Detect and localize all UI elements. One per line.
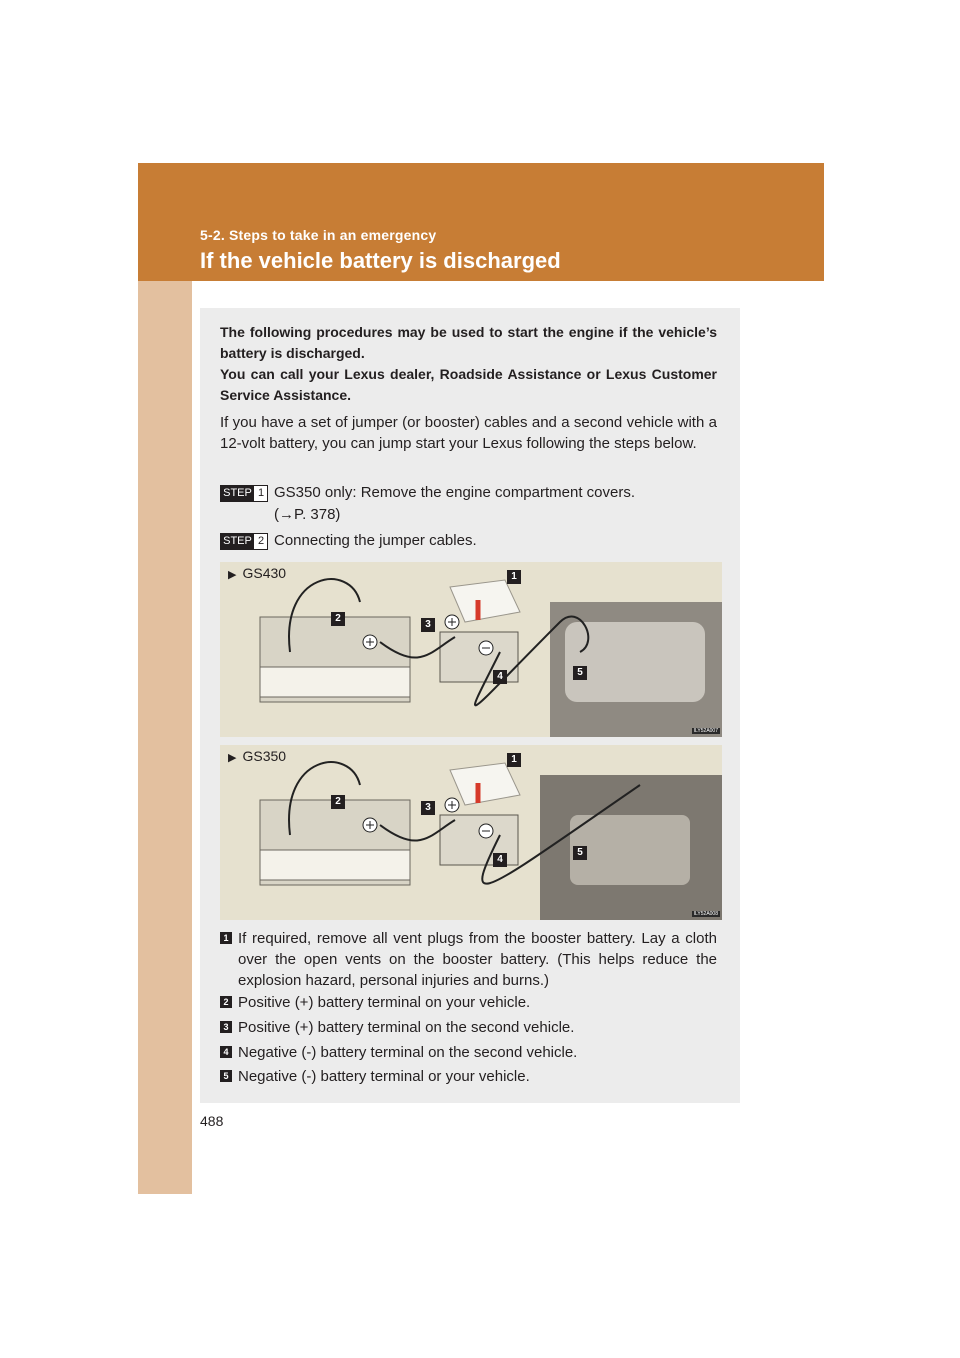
figure-gs350	[220, 745, 722, 920]
list-item: 4 Negative (-) battery terminal on the second vehicle.	[220, 1042, 717, 1063]
cloth	[450, 580, 520, 622]
jumper-cable-diagram-gs350	[220, 745, 722, 920]
figure-code: ILY52A008	[693, 911, 718, 917]
step-1-badge: STEP 1	[220, 485, 268, 502]
callout-2: 2	[331, 795, 345, 809]
list-item: 3 Positive (+) battery terminal on the second vehicle.	[220, 1017, 717, 1038]
callout-3: 3	[421, 801, 435, 815]
engine-component	[570, 815, 690, 885]
figure-label-gs430: ▶ GS430	[228, 565, 287, 581]
step-1-ref: (→P. 378)	[274, 506, 341, 523]
battery-label	[260, 850, 410, 880]
callout-3: 3	[421, 618, 435, 632]
figure-label-gs350: ▶ GS350	[228, 748, 287, 764]
step-2	[220, 530, 717, 552]
jumper-cable-diagram-gs430	[220, 562, 722, 737]
triangle-right-icon: ▶	[228, 569, 237, 581]
engine-cover	[565, 622, 705, 702]
jump-start-paragraph: If you have a set of jumper (or booster) cables and a second vehicle with a 12-volt battery, you can jump start your Lexus following the steps below.	[220, 414, 717, 452]
page-number: 488	[200, 1113, 224, 1129]
battery-label	[260, 667, 410, 697]
callout-4: 4	[493, 670, 507, 684]
cloth	[450, 763, 520, 805]
page-title: If the vehicle battery is discharged	[200, 248, 561, 273]
callout-1: 1	[507, 570, 521, 584]
step-1	[220, 482, 717, 526]
intro-line-2: You can call your Lexus dealer, Roadside Assistance or Lexus Customer Service Assistance.	[220, 366, 717, 403]
section-label: 5-2. Steps to take in an emergency	[200, 227, 437, 243]
triangle-right-icon: ▶	[228, 752, 237, 764]
figure-gs430	[220, 562, 722, 737]
callout-2: 2	[331, 612, 345, 626]
intro-line-1: The following procedures may be used to start the engine if the vehicle’s battery is discharged.	[220, 324, 717, 361]
callout-1: 1	[507, 753, 521, 767]
intro	[220, 322, 717, 406]
list-item: 2 Positive (+) battery terminal on your vehicle.	[220, 992, 717, 1013]
step-2-badge: STEP 2	[220, 533, 268, 550]
callout-5: 5	[573, 846, 587, 860]
side-band	[138, 281, 192, 1194]
callout-5: 5	[573, 666, 587, 680]
step-1-text: GS350 only: Remove the engine compartment covers.	[274, 484, 636, 501]
step-2-text: Connecting the jumper cables.	[274, 532, 477, 549]
callout-4: 4	[493, 853, 507, 867]
figure-code: ILY52A007	[693, 728, 718, 734]
list-item: 1 If required, remove all vent plugs from the booster battery. Lay a cloth over the open vents on the booster battery. (This helps reduce the explosion hazard, personal injuries and burns.)	[220, 928, 717, 991]
list-item: 5 Negative (-) battery terminal or your vehicle.	[220, 1066, 717, 1087]
